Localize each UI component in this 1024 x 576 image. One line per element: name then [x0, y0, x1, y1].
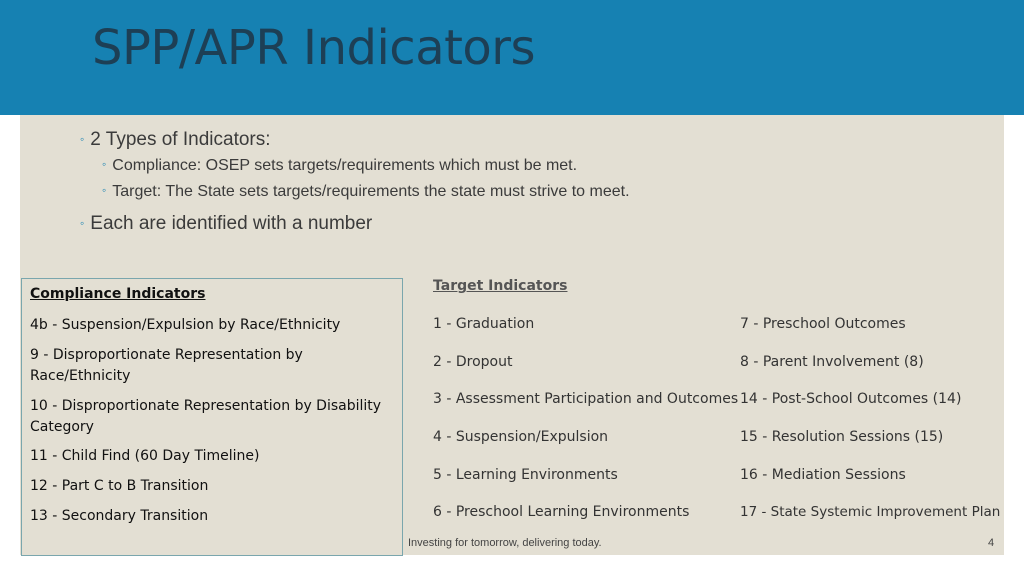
- target-item: 4 - Suspension/Expulsion: [433, 429, 609, 445]
- target-item: 14 - Post-School Outcomes (14): [740, 391, 962, 407]
- target-item: 16 - Mediation Sessions: [740, 467, 906, 483]
- target-item: 3 - Assessment Participation and Outcomes: [433, 391, 739, 407]
- compliance-item: 9 - Disproportionate Representation by Race/Ethnicity: [30, 347, 303, 384]
- footer-tagline: Investing for tomorrow, delivering today.: [408, 537, 602, 549]
- bullet-types: [80, 129, 271, 151]
- title-bar: [0, 0, 1024, 115]
- compliance-item: 4b - Suspension/Expulsion by Race/Ethnicity: [30, 317, 341, 333]
- bullet-marker: ◦: [80, 216, 85, 230]
- compliance-item: 13 - Secondary Transition: [30, 508, 209, 524]
- bullet-marker: ◦: [80, 132, 85, 146]
- compliance-item: 10 - Disproportionate Representation by Disability Category: [30, 398, 382, 435]
- bullet-numbered: [80, 213, 372, 235]
- sub-bullet-compliance: [102, 157, 577, 175]
- compliance-indicators-box: [21, 278, 403, 556]
- compliance-item: 12 - Part C to B Transition: [30, 478, 209, 494]
- page-number: 4: [988, 537, 995, 549]
- target-header: Target Indicators: [433, 278, 568, 294]
- slide-title: SPP/APR Indicators: [92, 20, 536, 76]
- target-item: 2 - Dropout: [433, 354, 513, 370]
- sub-bullet-target: [102, 183, 630, 201]
- target-item: 6 - Preschool Learning Environments: [433, 504, 690, 520]
- target-item: 17 - State Systemic Improvement Plan: [740, 504, 1001, 520]
- compliance-item: 11 - Child Find (60 Day Timeline): [30, 448, 260, 464]
- bullet-marker: ◦: [102, 157, 107, 171]
- target-item: 5 - Learning Environments: [433, 467, 618, 483]
- target-item: 1 - Graduation: [433, 316, 535, 332]
- bullet-text: Each are identified with a number: [90, 213, 373, 234]
- target-item: 7 - Preschool Outcomes: [740, 316, 906, 332]
- compliance-header: Compliance Indicators: [30, 286, 206, 302]
- target-item: 15 - Resolution Sessions (15): [740, 429, 944, 445]
- bullet-marker: ◦: [102, 183, 107, 197]
- bullet-text: Target: The State sets targets/requirements the state must strive to meet.: [112, 183, 630, 200]
- bullet-text: 2 Types of Indicators:: [90, 129, 271, 150]
- target-item: 8 - Parent Involvement (8): [740, 354, 924, 370]
- bullet-text: Compliance: OSEP sets targets/requirements which must be met.: [112, 157, 578, 174]
